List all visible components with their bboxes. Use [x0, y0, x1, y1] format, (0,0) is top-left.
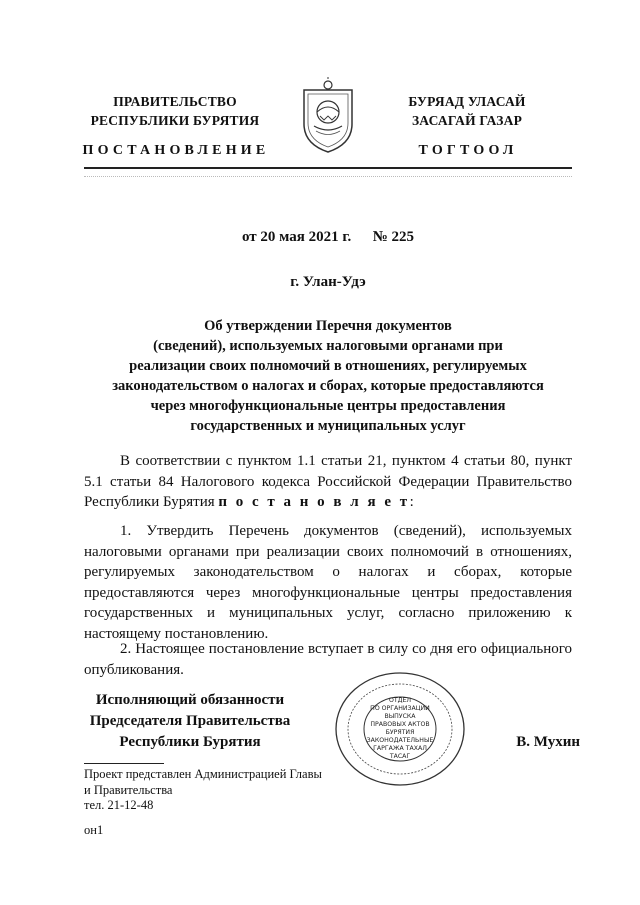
header-left-line1: ПРАВИТЕЛЬСТВО — [113, 94, 237, 109]
footer-rule — [84, 763, 164, 764]
header-left-doctype: ПОСТАНОВЛЕНИЕ — [82, 143, 270, 158]
title-line: законодательством о налогах и сборах, которые предоставляются — [112, 378, 544, 394]
signatory-position — [84, 690, 296, 753]
date-number-line — [84, 229, 572, 246]
header-left — [80, 92, 270, 130]
stamp-line: БУРЯТИЯ — [385, 729, 415, 736]
preamble-text: В соответствии с пунктом 1.1 статьи 21, пунктом 4 статьи 80, пункт 5.1 статьи 84 Налогового кодекса Российской Федерации Правительство Республики Бурятия — [84, 453, 572, 510]
item-2-paragraph — [84, 639, 572, 680]
title-line: Об утверждении Перечня документов — [204, 318, 452, 334]
header-right-doctype: ТОГТООЛ — [418, 143, 518, 158]
stamp-line: ПО ОРГАНИЗАЦИИ — [370, 705, 430, 712]
preamble-paragraph: В соответствии с пунктом 1.1 статьи 21, пунктом 4 статьи 80, пункт 5.1 статьи 84 Налогового кодекса Российской Федерации Правительство Республики Бурятия п о с т а н о в л я е т: — [84, 453, 572, 510]
document-date: от 20 мая 2021 г. — [241, 229, 352, 245]
header-rule — [84, 167, 572, 169]
decrees-word: п о с т а н о в л я е т — [218, 494, 410, 510]
title-line: через многофункциональные центры предоставления — [150, 398, 506, 414]
stamp-line: ТАСАГ — [389, 753, 411, 760]
header-dotted-rule — [84, 176, 572, 178]
item-2-text: 2. Настоящее постановление вступает в силу со дня его официального опубликования. — [84, 641, 572, 678]
header-left-line2: РЕСПУБЛИКИ БУРЯТИЯ — [90, 113, 260, 128]
title-line: (сведений), используемых налоговыми органами при — [153, 338, 503, 354]
stamp-line: ПРАВОВЫХ АКТОВ — [370, 721, 430, 728]
document-number: № 225 — [372, 229, 415, 245]
title-line: государственных и муниципальных услуг — [190, 418, 466, 434]
footer-note — [84, 767, 384, 814]
header-right-line1: БУРЯАД УЛАСАЙ — [408, 94, 526, 109]
item-1-text: 1. Утвердить Перечень документов (сведений), используемых налоговыми органами при реализации своих полномочий в отношениях, регулируемых законодательством о налогах и сборах, которые предоставляются через многофункциональные центры предоставления государственных и муниципальных услуг, согласно приложению к настоящему постановлению. — [84, 523, 572, 642]
footer-code: он1 — [84, 823, 104, 837]
signatory-name: В. Мухин — [516, 734, 580, 750]
header-right — [372, 92, 562, 130]
stamp-line: ОТДЕЛ — [388, 697, 412, 704]
footer-line1: Проект представлен Администрацией Главы — [84, 767, 322, 781]
position-line3: Республики Бурятия — [119, 734, 261, 750]
coat-of-arms-icon — [298, 76, 358, 154]
city: г. Улан-Удэ — [290, 274, 366, 290]
stamp-line: ЗАКОНОДАТЕЛЬНЫЕ — [366, 737, 434, 744]
footer-line2: и Правительства — [84, 782, 173, 797]
stamp-line: ГАРГАЖА ТАХАЛ — [373, 745, 427, 752]
position-line1: Исполняющий обязанности — [95, 692, 285, 708]
title-line: реализации своих полномочий в отношениях, регулируемых — [129, 358, 527, 374]
position-line2: Председателя Правительства — [89, 713, 291, 729]
footer-line3: тел. 21-12-48 — [84, 798, 154, 812]
header-right-line2: ЗАСАГАЙ ГАЗАР — [411, 113, 523, 128]
document-title — [110, 316, 546, 436]
stamp-line: ВЫПУСКА — [384, 713, 416, 720]
item-1-paragraph — [84, 521, 572, 644]
